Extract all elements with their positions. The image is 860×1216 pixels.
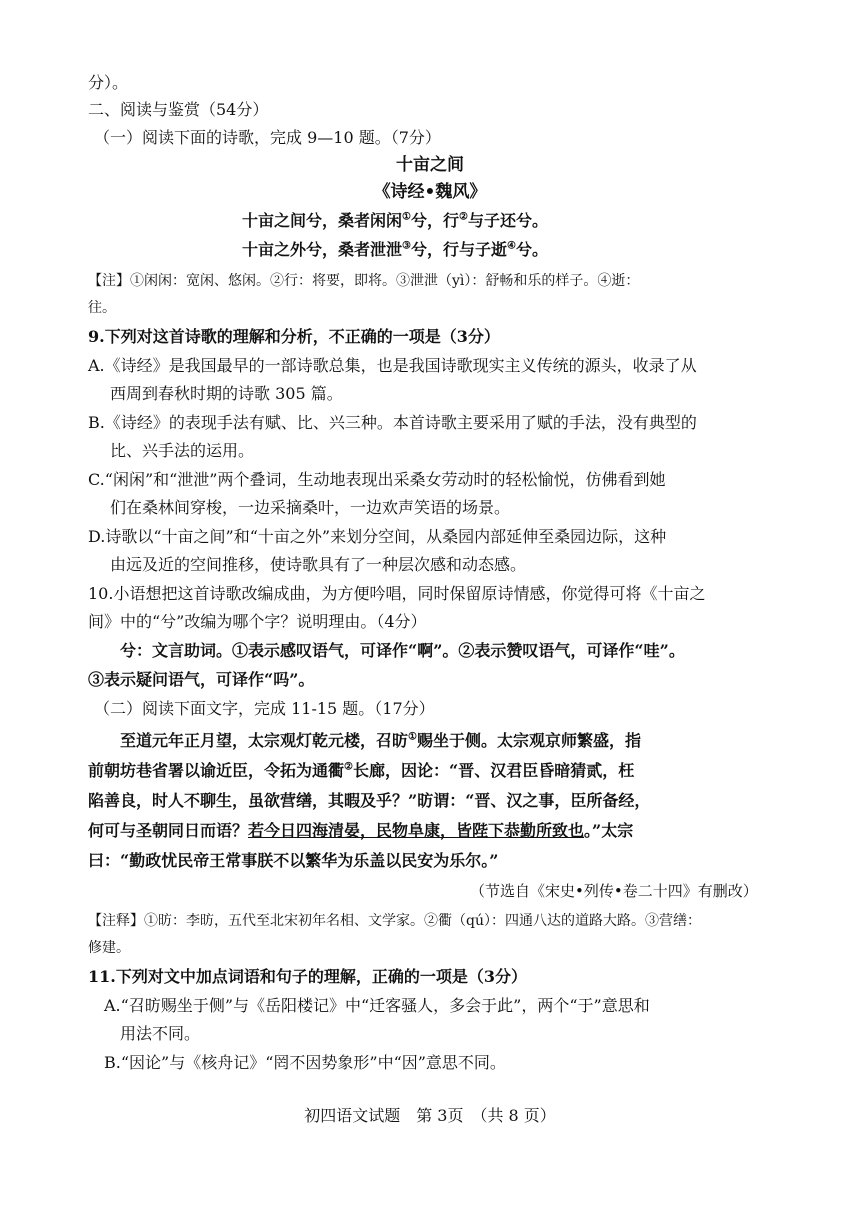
note-mark-1: ① xyxy=(402,211,411,223)
q10-tip: 兮：文言助词。①表示感叹语气，可译作“啊”。②表示赞叹语气，可译作“哇”。 xyxy=(120,641,685,660)
passage-text: 赐坐于侧。太宗观京师繁盛，指 xyxy=(416,731,641,750)
passage-line-2 xyxy=(88,760,634,782)
poem-line-2-part: 兮，行与子逝 xyxy=(410,240,507,259)
underlined-sentence: 若今日四海清晏，民物阜康，皆陛下恭勤所致也 xyxy=(248,821,585,840)
passage-text: 前朝坊巷省署以谕近臣，令拓为通衢 xyxy=(88,761,345,780)
poem-note: 【注】①闲闲：宽闲、悠闲。②行：将要，即将。③泄泄（yì）：舒畅和乐的样子。④逝： xyxy=(88,273,640,289)
q9-option-c: C.“闲闲”和“泄泄”两个叠词，生动地表现出采桑女劳动时的轻松愉悦，仿佛看到她 xyxy=(88,470,666,489)
q9-option-d: D.诗歌以“十亩之间”和“十亩之外”来划分空间，从桑园内部延伸至桑园边际，这种 xyxy=(88,527,667,546)
passage-source: （节选自《宋史•列传•卷二十四》有删改） xyxy=(470,882,758,900)
section-title: 二、阅读与鉴赏（54分） xyxy=(88,100,269,119)
q9-option-a: A.《诗经》是我国最早的一部诗歌总集，也是我国诗歌现实主义传统的源头，收录了从 xyxy=(88,356,697,375)
poem-line-1-part: 兮，行 xyxy=(410,211,459,230)
part1-heading: （一）阅读下面的诗歌，完成 9—10 题。（7分） xyxy=(94,128,441,147)
poem-source: 《诗经•魏风》 xyxy=(373,182,487,202)
page-footer: 初四语文试题 第 3页 （共 8 页） xyxy=(304,1106,556,1125)
q10-tip-cont: ③表示疑问语气，可译作“吗”。 xyxy=(88,670,315,689)
q9-option-c-cont: 们在桑林间穿梭，一边采摘桑叶，一边欢声笑语的场景。 xyxy=(110,498,511,517)
poem-title: 十亩之间 xyxy=(396,155,464,175)
q9-option-d-cont: 由远及近的空间推移，使诗歌具有了一种层次感和动态感。 xyxy=(110,555,527,574)
poem-line-1 xyxy=(242,210,548,232)
q11-stem: 11.下列对文中加点词语和句子的理解，正确的一项是（3分） xyxy=(88,967,527,986)
q11-option-a: A.“召昉赐坐于侧”与《岳阳楼记》中“迁客骚人，多会于此”，两个“于”意思和 xyxy=(104,996,650,1015)
q9-option-b-cont: 比、兴手法的运用。 xyxy=(110,441,255,460)
q11-option-b: B.“因论”与《核舟记》“罔不因势象形”中“因”意思不同。 xyxy=(104,1053,506,1072)
note-mark-3: ③ xyxy=(402,240,411,252)
poem-line-1-part: 与子还兮。 xyxy=(467,211,548,230)
passage-text: 至道元年正月望，太宗观灯乾元楼，召昉 xyxy=(120,731,409,750)
q10-stem: 10.小语想把这首诗歌改编成曲，为方便吟唱，同时保留原诗情感，你觉得可将《十亩之 xyxy=(88,584,706,603)
passage-note-cont: 修建。 xyxy=(88,940,130,956)
poem-note-cont: 往。 xyxy=(88,300,116,316)
part2-heading: （二）阅读下面文字，完成 11-15 题。（17分） xyxy=(94,699,435,718)
q9-option-b: B.《诗经》的表现手法有赋、比、兴三种。本首诗歌主要采用了赋的手法，没有典型的 xyxy=(88,413,697,432)
poem-line-2-part: 十亩之外兮，桑者泄泄 xyxy=(242,240,403,259)
note-mark-1: ① xyxy=(408,731,417,743)
poem-line-2 xyxy=(242,239,548,261)
q9-option-a-cont: 西周到春秋时期的诗歌 305 篇。 xyxy=(110,384,343,403)
passage-note: 【注释】①昉：李昉，五代至北宋初年名相、文学家。②衢（qú）：四通八达的道路大路。③营缮： xyxy=(88,913,701,929)
q9-stem: 9.下列对这首诗歌的理解和分析，不正确的一项是（3分） xyxy=(88,327,500,346)
q10-stem-cont: 间》中的“兮”改编为哪个字？说明理由。（4分） xyxy=(88,612,427,631)
passage-text: 长廊，因论：“晋、汉君臣昏暗猜贰，枉 xyxy=(352,761,635,780)
note-mark-2: ② xyxy=(459,211,468,223)
top-fragment: 分）。 xyxy=(88,73,129,92)
q11-option-a-cont: 用法不同。 xyxy=(120,1024,201,1043)
poem-line-2-part: 兮。 xyxy=(515,240,548,259)
passage-line-4 xyxy=(88,820,633,842)
passage-text: 。”太宗 xyxy=(584,821,634,840)
passage-line-3: 陷善良，时人不聊生，虽欲营缮，其暇及乎？”昉谓：“晋、汉之事，臣所备经， xyxy=(88,791,651,810)
passage-line-5: 曰：“勤政忧民帝王常事朕不以繁华为乐盖以民安为乐尔。” xyxy=(88,851,499,870)
poem-line-1-part: 十亩之间兮，桑者闲闲 xyxy=(242,211,403,230)
passage-line-1 xyxy=(120,730,641,752)
note-mark-4: ④ xyxy=(507,240,516,252)
note-mark-2: ② xyxy=(344,761,353,773)
passage-text: 何可与圣朝同日而语？ xyxy=(88,821,249,840)
